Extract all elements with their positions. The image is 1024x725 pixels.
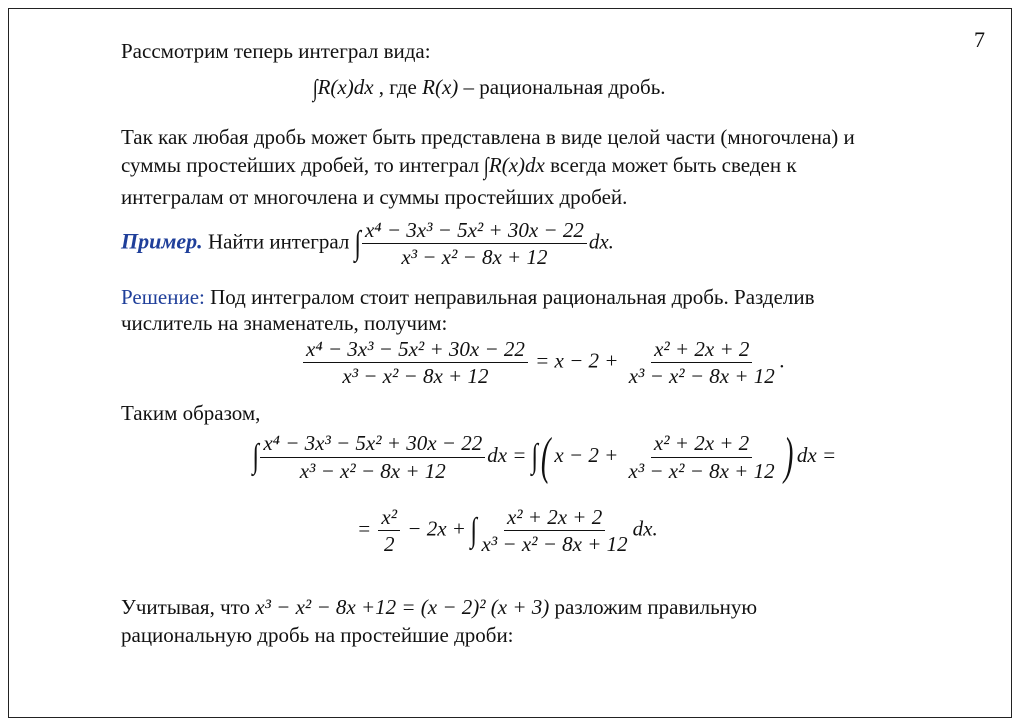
integral-remainder-fraction — [626, 431, 778, 482]
integral-sign-icon: ∫ — [312, 75, 318, 102]
solution-line-1 — [121, 283, 815, 311]
example-denominator: x³ − x² − 8x + 12 — [401, 245, 548, 270]
conclusion-end: разложим правильную — [549, 595, 758, 619]
para-line-2 — [121, 151, 797, 183]
integrand-denominator: x³ − x² − 8x + 12 — [299, 458, 446, 483]
thus-label: Таким образом, — [121, 401, 261, 425]
para-line-2-end: всегда может быть сведен к — [550, 153, 797, 178]
example-fraction — [362, 218, 587, 269]
solution-line-2: числитель на знаменатель, получим: — [121, 311, 448, 335]
example-numerator: x⁴ − 3x³ − 5x² + 30x − 22 — [362, 218, 587, 244]
division-numerator: x⁴ − 3x³ − 5x² + 30x − 22 — [303, 337, 528, 363]
example-line — [121, 218, 614, 269]
solution-label: Решение: — [121, 285, 205, 309]
factorization-formula: x³ − x² − 8x +12 = (x − 2)² (x + 3) — [255, 595, 550, 619]
right-paren-icon: ) — [783, 428, 794, 485]
division-denominator: x³ − x² − 8x + 12 — [342, 364, 489, 389]
result-formula — [357, 505, 658, 556]
integral-sign-icon: ∫ — [354, 224, 361, 262]
half-denominator: 2 — [383, 532, 395, 557]
para-line-2-start: суммы простейших дробей, то интеграл — [121, 153, 480, 178]
integral-dx-1: dx = — [487, 442, 527, 467]
page-number: 7 — [974, 27, 985, 52]
para-line-1: Так как любая дробь может быть представлена в виде целой части (многочлена) и — [121, 125, 855, 149]
result-fraction — [479, 505, 631, 556]
division-formula — [301, 337, 785, 388]
integral-sign-icon: ∫ — [531, 438, 538, 475]
half-numerator: x² — [378, 505, 400, 531]
remainder-numerator: x² + 2x + 2 — [651, 337, 752, 363]
intro-tail: – рациональная дробь. — [458, 75, 666, 99]
result-numerator: x² + 2x + 2 — [504, 505, 605, 531]
conclusion-line-1 — [121, 593, 757, 621]
division-equals: = x − 2 + — [535, 348, 619, 373]
result-denominator: x³ − x² − 8x + 12 — [481, 532, 628, 557]
intro-formula — [313, 75, 666, 103]
para-integrand: R(x)dx — [488, 153, 545, 178]
conclusion-start: Учитывая, что — [121, 595, 256, 619]
integral-dx-2: dx = — [796, 442, 837, 467]
integral-poly: x − 2 + — [554, 442, 619, 467]
integral-sign-icon: ∫ — [470, 511, 478, 549]
result-eq: = — [357, 516, 372, 541]
example-dx: dx. — [588, 229, 614, 254]
left-paren-icon: ( — [540, 428, 551, 485]
example-label: Пример. — [121, 228, 203, 254]
remainder-fraction — [626, 337, 778, 388]
integral-sign-icon: ∫ — [484, 154, 490, 180]
result-minus-2x: − 2x + — [407, 516, 466, 541]
para-line-3: интегралам от многочлена и суммы простейших дробей. — [121, 185, 628, 209]
intro-rx: R(x) — [422, 75, 459, 99]
result-dx: dx. — [632, 516, 658, 541]
division-period: . — [779, 348, 786, 373]
intro-sep: , где — [373, 75, 423, 99]
integral-sign-icon: ∫ — [252, 438, 259, 475]
integrand-numerator: x⁴ − 3x³ − 5x² + 30x − 22 — [260, 431, 485, 457]
solution-text: Под интегралом стоит неправильная рациональная дробь. Разделив — [204, 285, 815, 309]
half-fraction — [378, 505, 400, 556]
intro-line: Рассмотрим теперь интеграл вида: — [121, 39, 431, 63]
integral-equation — [252, 428, 837, 485]
intro-integrand: R(x)dx — [317, 75, 374, 99]
slide-page — [8, 8, 1012, 718]
conclusion-line-2: рациональную дробь на простейшие дроби: — [121, 623, 514, 647]
integrand-fraction — [260, 431, 485, 482]
integral-remainder-denominator: x³ − x² − 8x + 12 — [628, 458, 775, 483]
remainder-denominator: x³ − x² − 8x + 12 — [628, 364, 775, 389]
example-text: Найти интеграл — [202, 229, 350, 254]
integral-remainder-numerator: x² + 2x + 2 — [651, 431, 752, 457]
division-fraction — [303, 337, 528, 388]
